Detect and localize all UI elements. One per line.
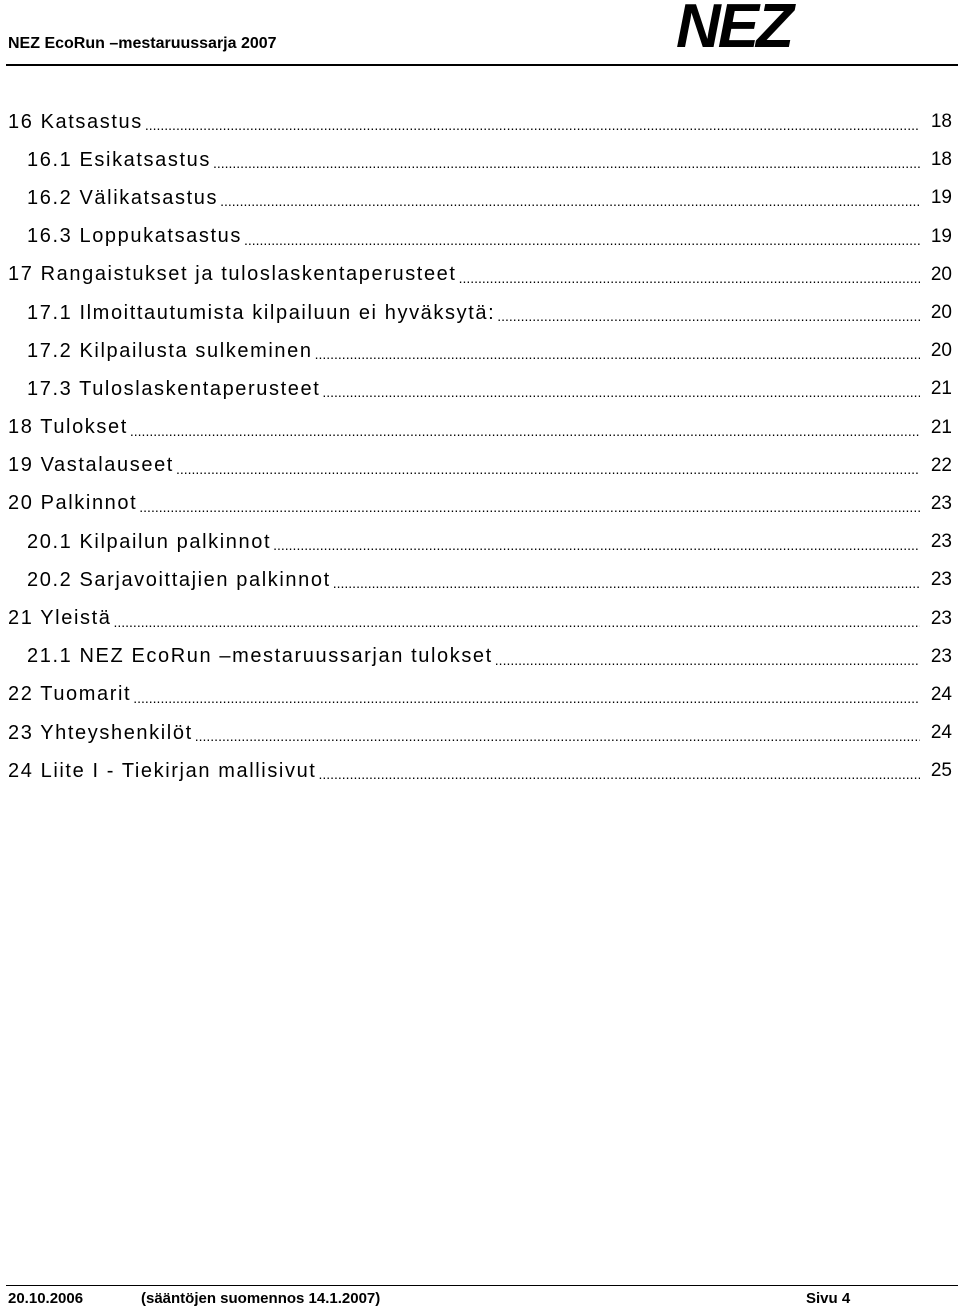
toc-entry-label: 21.1 NEZ EcoRun –mestaruussarjan tulokset: [27, 645, 493, 668]
toc-entry-label: 16.2 Välikatsastus: [27, 186, 219, 209]
toc-entry[interactable]: [0, 256, 960, 294]
toc-dot-leader: [495, 652, 920, 668]
toc-entry-page: 21: [930, 378, 952, 400]
toc-entry-page: 19: [930, 187, 952, 209]
toc-entry-page: 20: [930, 263, 952, 285]
toc-entry[interactable]: [0, 141, 960, 179]
footer-divider: [6, 1285, 958, 1286]
toc-entry-page: 24: [930, 722, 952, 744]
toc-entry-page: 23: [930, 645, 952, 667]
toc-entry-label: 17.3 Tuloslaskentaperusteet: [27, 377, 321, 400]
toc-entry-page: 23: [930, 531, 952, 553]
footer-date: 20.10.2006: [8, 1290, 84, 1307]
toc-entry[interactable]: [0, 599, 960, 637]
toc-entry-label: 16 Katsastus: [8, 110, 143, 133]
toc-entry-label: 16.3 Loppukatsastus: [27, 225, 242, 248]
toc-entry-label: 20.2 Sarjavoittajien palkinnot: [27, 568, 331, 591]
footer-translation-note: (sääntöjen suomennos 14.1.2007): [141, 1290, 381, 1307]
toc-entry[interactable]: [0, 179, 960, 217]
toc-entry-page: 23: [930, 569, 952, 591]
toc-entry-page: 18: [930, 149, 952, 171]
toc-dot-leader: [195, 728, 920, 744]
toc-entry-page: 20: [930, 340, 952, 362]
toc-entry-label: 19 Vastalauseet: [8, 454, 174, 477]
toc-entry[interactable]: [0, 103, 960, 141]
toc-dot-leader: [220, 193, 920, 209]
toc-entry[interactable]: [0, 370, 960, 408]
toc-entry-page: 25: [930, 760, 952, 782]
toc-entry-label: 16.1 Esikatsastus: [27, 148, 211, 171]
toc-dot-leader: [315, 346, 920, 362]
toc-dot-leader: [459, 270, 920, 286]
toc-entry[interactable]: [0, 409, 960, 447]
toc-dot-leader: [113, 614, 920, 630]
toc-entry[interactable]: [0, 332, 960, 370]
toc-entry[interactable]: [0, 752, 960, 790]
toc-dot-leader: [244, 232, 920, 248]
toc-dot-leader: [318, 766, 920, 782]
toc-dot-leader: [145, 117, 920, 133]
nez-logo: NEZ: [676, 0, 791, 61]
toc-entry[interactable]: [0, 294, 960, 332]
toc-entry[interactable]: [0, 523, 960, 561]
toc-entry-label: 17.2 Kilpailusta sulkeminen: [27, 339, 313, 362]
toc-entry-page: 19: [930, 225, 952, 247]
toc-entry-label: 17 Rangaistukset ja tuloslaskentaperusteet: [8, 263, 457, 286]
toc-dot-leader: [273, 537, 920, 553]
toc-entry[interactable]: [0, 485, 960, 523]
toc-entry[interactable]: [0, 676, 960, 714]
toc-dot-leader: [133, 690, 920, 706]
header-divider: [6, 64, 958, 66]
toc-dot-leader: [333, 575, 920, 591]
table-of-contents: [0, 103, 960, 790]
toc-entry[interactable]: [0, 638, 960, 676]
page-header: [0, 0, 960, 70]
toc-entry-label: 22 Tuomarit: [8, 683, 132, 706]
toc-entry[interactable]: [0, 218, 960, 256]
toc-entry-label: 18 Tulokset: [8, 416, 128, 439]
toc-dot-leader: [130, 423, 920, 439]
toc-entry[interactable]: [0, 447, 960, 485]
page-footer: [0, 1290, 960, 1310]
toc-entry-label: 23 Yhteyshenkilöt: [8, 721, 193, 744]
footer-page-number: Sivu 4: [806, 1290, 851, 1307]
document-title: NEZ EcoRun –mestaruussarja 2007: [8, 35, 277, 52]
toc-entry[interactable]: [0, 714, 960, 752]
toc-dot-leader: [139, 499, 920, 515]
toc-entry-page: 22: [930, 454, 952, 476]
toc-entry-label: 21 Yleistä: [8, 607, 112, 630]
toc-entry[interactable]: [0, 561, 960, 599]
toc-entry-page: 23: [930, 607, 952, 629]
toc-entry-page: 21: [930, 416, 952, 438]
toc-entry-label: 20.1 Kilpailun palkinnot: [27, 530, 272, 553]
toc-entry-label: 20 Palkinnot: [8, 492, 138, 515]
toc-entry-page: 20: [930, 302, 952, 324]
toc-entry-label: 24 Liite I - Tiekirjan mallisivut: [8, 759, 317, 782]
toc-dot-leader: [176, 461, 920, 477]
toc-entry-page: 24: [930, 683, 952, 705]
toc-dot-leader: [213, 155, 920, 171]
toc-entry-label: 17.1 Ilmoittautumista kilpailuun ei hyväksytä:: [27, 301, 496, 324]
toc-dot-leader: [322, 384, 920, 400]
toc-entry-page: 18: [930, 111, 952, 133]
toc-entry-page: 23: [930, 492, 952, 514]
toc-dot-leader: [497, 308, 920, 324]
